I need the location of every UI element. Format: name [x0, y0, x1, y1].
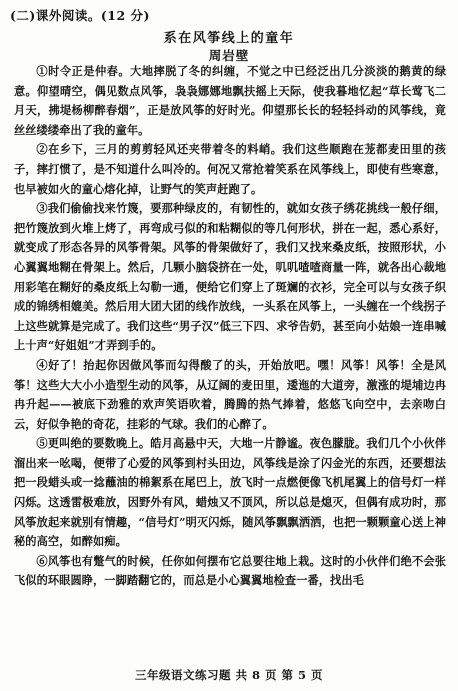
paragraph-2: ②在乡下，三月的剪剪轻风还夹带着冬的料峭。我们这些顺跑在茏都麦田里的孩子，摔打惯了，是不知道什么叫冷的。何况又常抢着笑系在风筝线上，即使有些寒意，也早被如火的童心熔化掉，让野气的笑声赶跑了。 — [14, 142, 446, 196]
section-heading: (二)课外阅读。(12 分) — [10, 8, 150, 23]
paragraph-5: ⑤更叫绝的要数晚上。皓月高悬中天，大地一片静谧。夜色朦胧。我们几个小伙伴溜出来一吆喝，便带了心爱的风筝到村头田边，风筝线是涂了闪金光的东西，还要想法把一段蜡头或一捻蘸油的棉絮系在尾巴上，放飞时一点燃便像飞机尾翼上的信号灯一样闪烁。这透雷极难放，因野外有风，蜡烛又不顶风，所以总是熄灭，但偶有成功时，那风筝放起来就别有情趣，“信号灯”明灭闪烁，随风筝飘飘洒洒，也把一颗颗童心送上神秘的高空，如醉如痴。 — [14, 436, 446, 549]
essay-author: 周岩壁 — [208, 48, 250, 63]
page-footer: 三年级语文练习题 共 8 页 第 5 页 — [134, 668, 324, 682]
paragraph-4: ④好了！抬起你因做风筝而勾得酸了的头，开始放吧。嘿！风筝！风筝！全是风筝！这些大大小小造型生动的风筝，从辽阔的麦田里，逶迤的大道旁，激涨的堤埔边冉冉升起——被底下劲雅的欢声笑语吹着，腾腾的热气捧着，悠悠飞向空中，去亲吻白云，好似争艳的奇花，挂彩的气球。我们的心醉了。 — [14, 357, 446, 431]
paragraph-6: ⑥风筝也有蹩气的时候，任你如何摆布它总要往地上栽。这时的小伙伴们绝不会张飞似的环眼圆睁，一脚踏翻它的，而总是小心翼翼地检查一番，找出毛 — [14, 553, 446, 588]
essay-title: 系在风筝线上的童年 — [163, 31, 295, 46]
essay-body — [14, 62, 446, 591]
paragraph-3: ③我们偷偷找来竹篾，要那种绿皮的，有韧性的，就如女孩子绣花挑线一般仔细，把竹篾放到火堆上烤了，再弯成弓似的和粘糊似的等几何形状，拼在一起，悉心系好，就变成了形态各异的风筝骨架。风筝的骨架做好了，我们又找来桑皮纸，按照形状，小心翼翼地糊在骨架上。然后，几颗小脑袋挤在一处，叽叽喳喳商量一阵，就各出心裁地用彩笔在糊好的桑皮纸上勾勒一通，便给它们穿上了斑斓的衣衫，完全可以与女孩子织成的锦绣相媲美。然后用大团大团的线作放线，一头系在风筝上，一头缠在一个线拐子上这些就算是完成了。我们这些“男子汉”低三下四、求爷告奶，甚至向小姑娘一连串喊上十声“好姐姐”才弄到手的。 — [14, 201, 446, 353]
paragraph-1: ①时令正是仲春。大地摔脱了冬的纠缠，不觉之中已经泛出几分淡淡的鹅黄的绿意。仰望晴空，偶见数点风筝，袅袅娜娜地飘扶摇上天际，使我暮地忆起“草长莺飞二月天，拂堤杨柳醉春烟”，正是放风筝的好时光。仰望那长长的轻轻抖动的风筝线，竟丝丝缕缕牵出了我的童年。 — [14, 64, 446, 137]
